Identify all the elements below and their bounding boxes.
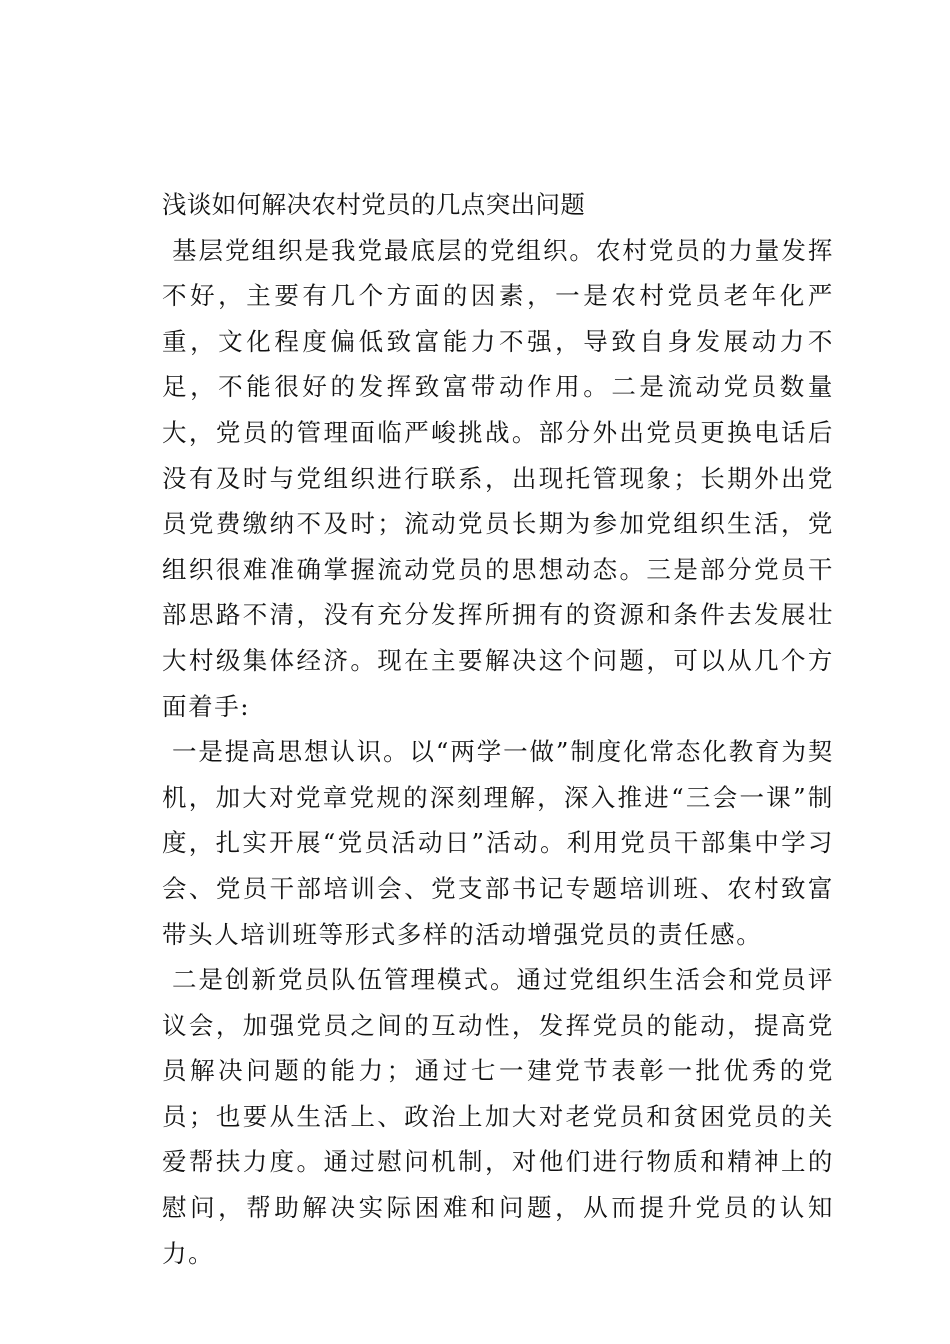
document-body: [162, 182, 834, 1276]
document-title: 浅谈如何解决农村党员的几点突出问题: [162, 190, 586, 219]
paragraph-causes: 基层党组织是我党最底层的党组织。农村党员的力量发挥不好，主要有几个方面的因素，一是农村党员老年化严重，文化程度偏低致富能力不强，导致自身发展动力不足，不能很好的发挥致富带动作用。二是流动党员数量大，党员的管理面临严峻挑战。部分外出党员更换电话后没有及时与党组织进行联系，出现托管现象；长期外出党员党费缴纳不及时；流动党员长期为参加党组织生活，党组织很难准确掌握流动党员的思想动态。三是部分党员干部思路不清，没有充分发挥所拥有的资源和条件去发展壮大村级集体经济。现在主要解决这个问题，可以从几个方面着手:: [162, 235, 834, 721]
paragraph-ideology: 一是提高思想认识。以“两学一做”制度化常态化教育为契机，加大对党章党规的深刻理解，深入推进“三会一课”制度，扎实开展“党员活动日”活动。利用党员干部集中学习会、党员干部培训会、党支部书记专题培训班、农村致富带头人培训班等形式多样的活动增强党员的责任感。: [162, 737, 834, 949]
paragraph-management: 二是创新党员队伍管理模式。通过党组织生活会和党员评议会，加强党员之间的互动性，发挥党员的能动，提高党员解决问题的能力；通过七一建党节表彰一批优秀的党员；也要从生活上、政治上加大对老党员和贫困党员的关爱帮扶力度。通过慰问机制，对他们进行物质和精神上的慰问，帮助解决实际困难和问题，从而提升党员的认知力。: [162, 965, 834, 1268]
